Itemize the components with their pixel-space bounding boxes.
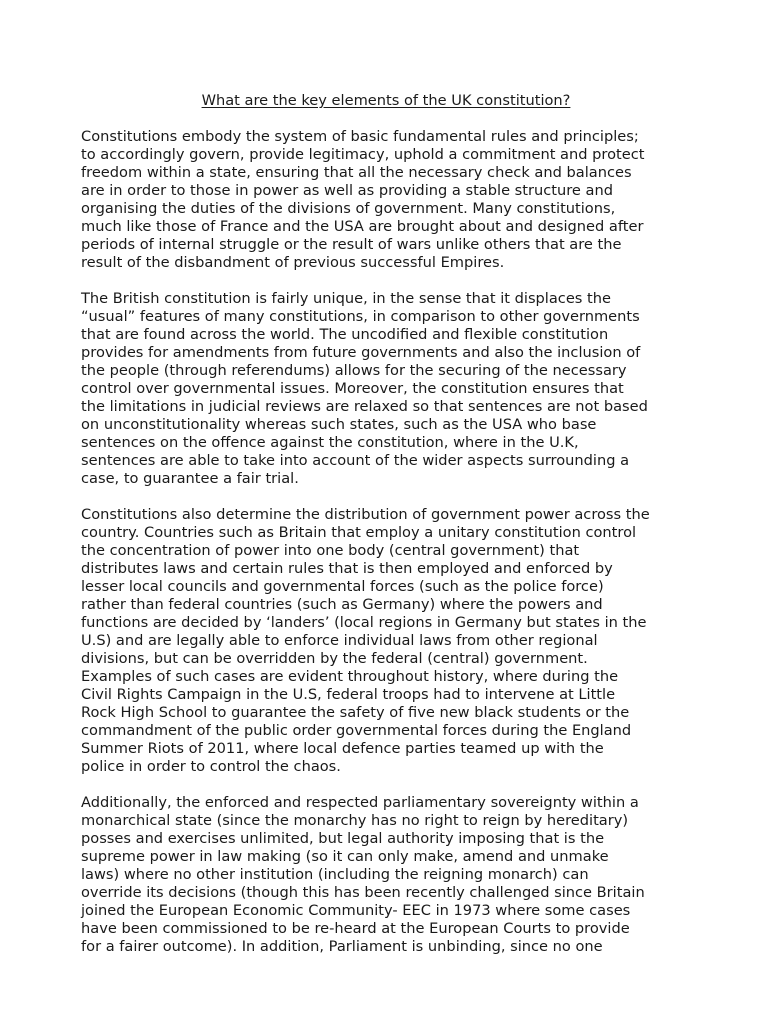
text-line: U.S) and are legally able to enforce individual laws from other regional	[81, 632, 598, 649]
text-line: country. Countries such as Britain that employ a unitary constitution control	[81, 524, 637, 541]
text-line: laws) where no other institution (including the reigning monarch) can	[81, 866, 589, 883]
text-line: Examples of such cases are evident throughout history, where during the	[81, 668, 619, 685]
text-line: the concentration of power into one body (central government) that	[81, 542, 580, 559]
text-line: sentences are able to take into account of the wider aspects surrounding a	[81, 452, 630, 469]
text-line: police in order to control the chaos.	[81, 758, 341, 775]
text-line: periods of internal struggle or the result of wars unlike others that are the	[81, 236, 622, 253]
text-line: posses and exercises unlimited, but legal authority imposing that is the	[81, 830, 605, 847]
text-line: distributes laws and certain rules that is then employed and enforced by	[81, 560, 613, 577]
text-line: organising the duties of the divisions of government. Many constitutions,	[81, 200, 616, 217]
document-body	[81, 92, 691, 974]
paragraph-3	[81, 506, 691, 776]
text-line: lesser local councils and governmental forces (such as the police force)	[81, 578, 604, 595]
text-line: commandment of the public order governmental forces during the England	[81, 722, 632, 739]
text-line: joined the European Economic Community- EEC in 1973 where some cases	[81, 902, 631, 919]
text-line: monarchical state (since the monarchy has no right to reign by hereditary)	[81, 812, 629, 829]
text-line: sentences on the offence against the constitution, where in the U.K,	[81, 434, 579, 451]
text-line: case, to guarantee a fair trial.	[81, 470, 299, 487]
text-line: Civil Rights Campaign in the U.S, federal troops had to intervene at Little	[81, 686, 616, 703]
text-line: functions are decided by ‘landers’ (local regions in Germany but states in the	[81, 614, 647, 631]
text-line: provides for amendments from future governments and also the inclusion of	[81, 344, 641, 361]
text-line: are in order to those in power as well as providing a stable structure and	[81, 182, 614, 199]
text-line: supreme power in law making (so it can only make, amend and unmake	[81, 848, 609, 865]
text-line: The British constitution is fairly unique, in the sense that it displaces the	[81, 290, 611, 307]
paragraph-4	[81, 794, 691, 956]
text-line: the people (through referendums) allows for the securing of the necessary	[81, 362, 627, 379]
text-line: for a fairer outcome). In addition, Parliament is unbinding, since no one	[81, 938, 603, 955]
text-line: on unconstitutionality whereas such states, such as the USA who base	[81, 416, 597, 433]
text-line: override its decisions (though this has been recently challenged since Britain	[81, 884, 645, 901]
text-line: Rock High School to guarantee the safety of five new black students or the	[81, 704, 630, 721]
text-line: “usual” features of many constitutions, in comparison to other governments	[81, 308, 640, 325]
text-line: have been commissioned to be re-heard at the European Courts to provide	[81, 920, 630, 937]
text-line: control over governmental issues. Moreover, the constitution ensures that	[81, 380, 624, 397]
text-line: rather than federal countries (such as Germany) where the powers and	[81, 596, 603, 613]
text-line: divisions, but can be overridden by the federal (central) government.	[81, 650, 588, 667]
text-line: freedom within a state, ensuring that all the necessary check and balances	[81, 164, 632, 181]
text-line: result of the disbandment of previous successful Empires.	[81, 254, 505, 271]
text-line: Additionally, the enforced and respected parliamentary sovereignty within a	[81, 794, 639, 811]
paragraph-2	[81, 290, 691, 488]
text-line: to accordingly govern, provide legitimacy, uphold a commitment and protect	[81, 146, 645, 163]
text-line: the limitations in judicial reviews are relaxed so that sentences are not based	[81, 398, 648, 415]
paragraph-1	[81, 128, 691, 272]
text-line: Constitutions also determine the distribution of government power across the	[81, 506, 650, 523]
document-title: What are the key elements of the UK constitution?	[201, 92, 571, 109]
text-line: much like those of France and the USA are brought about and designed after	[81, 218, 644, 235]
text-line: Constitutions embody the system of basic fundamental rules and principles;	[81, 128, 639, 145]
text-line: Summer Riots of 2011, where local defence parties teamed up with the	[81, 740, 604, 757]
text-line: that are found across the world. The uncodified and flexible constitution	[81, 326, 609, 343]
